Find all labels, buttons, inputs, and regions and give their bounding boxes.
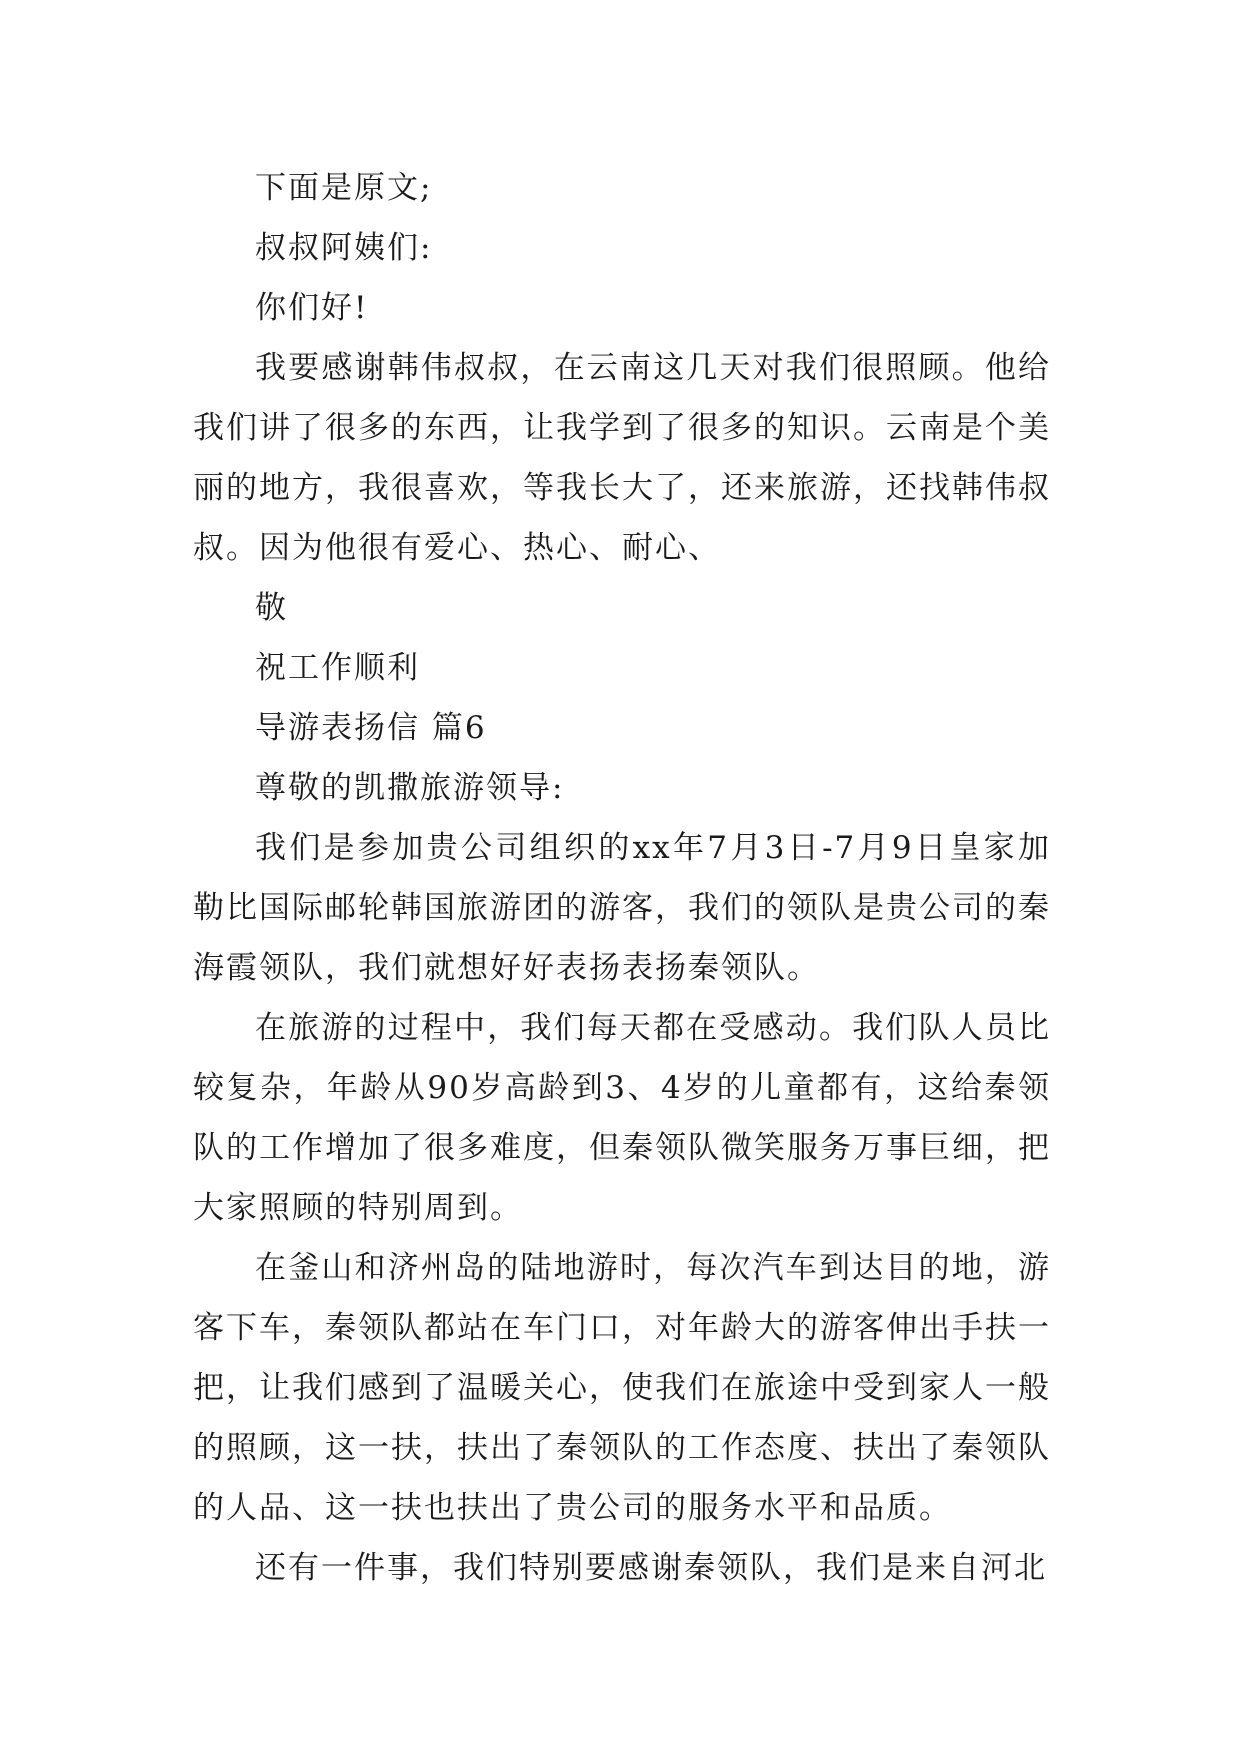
document-body <box>193 158 1051 1598</box>
paragraph-greeting: 你们好! <box>255 290 369 326</box>
paragraph-salutation: 叔叔阿姨们: <box>255 230 433 266</box>
paragraph-body-1: 我们是参加贵公司组织的xx年7月3日-7月9日皇家加勒比国际邮轮韩国旅游团的游客，我们的领队是贵公司的秦海霞领队，我们就想好好表扬表扬秦领队。 <box>193 830 1051 986</box>
paragraph-body-4: 还有一件事，我们特别要感谢秦领队，我们是来自河北 <box>255 1550 1047 1586</box>
section-heading: 导游表扬信 篇6 <box>255 710 487 746</box>
paragraph-thanks: 我要感谢韩伟叔叔，在云南这几天对我们很照顾。他给我们讲了很多的东西，让我学到了很多的知识。云南是个美丽的地方，我很喜欢，等我长大了，还来旅游，还找韩伟叔叔。因为他很有爱心、热心、耐心、 <box>193 350 1051 566</box>
paragraph-respect: 敬 <box>255 590 288 626</box>
paragraph-body-2: 在旅游的过程中，我们每天都在受感动。我们队人员比较复杂，年龄从90岁高龄到3、4岁的儿童都有，这给秦领队的工作增加了很多难度，但秦领队微笑服务万事巨细，把大家照顾的特别周到。 <box>193 1010 1051 1226</box>
paragraph-salutation-2: 尊敬的凯撒旅游领导: <box>255 770 565 806</box>
paragraph-body-3: 在釜山和济州岛的陆地游时，每次汽车到达目的地，游客下车，秦领队都站在车门口，对年龄大的游客伸出手扶一把，让我们感到了温暖关心，使我们在旅途中受到家人一般的照顾，这一扶，扶出了秦领队的工作态度、扶出了秦领队的人品、这一扶也扶出了贵公司的服务水平和品质。 <box>193 1250 1051 1526</box>
paragraph-intro: 下面是原文; <box>255 170 433 206</box>
paragraph-wish: 祝工作顺利 <box>255 650 420 686</box>
